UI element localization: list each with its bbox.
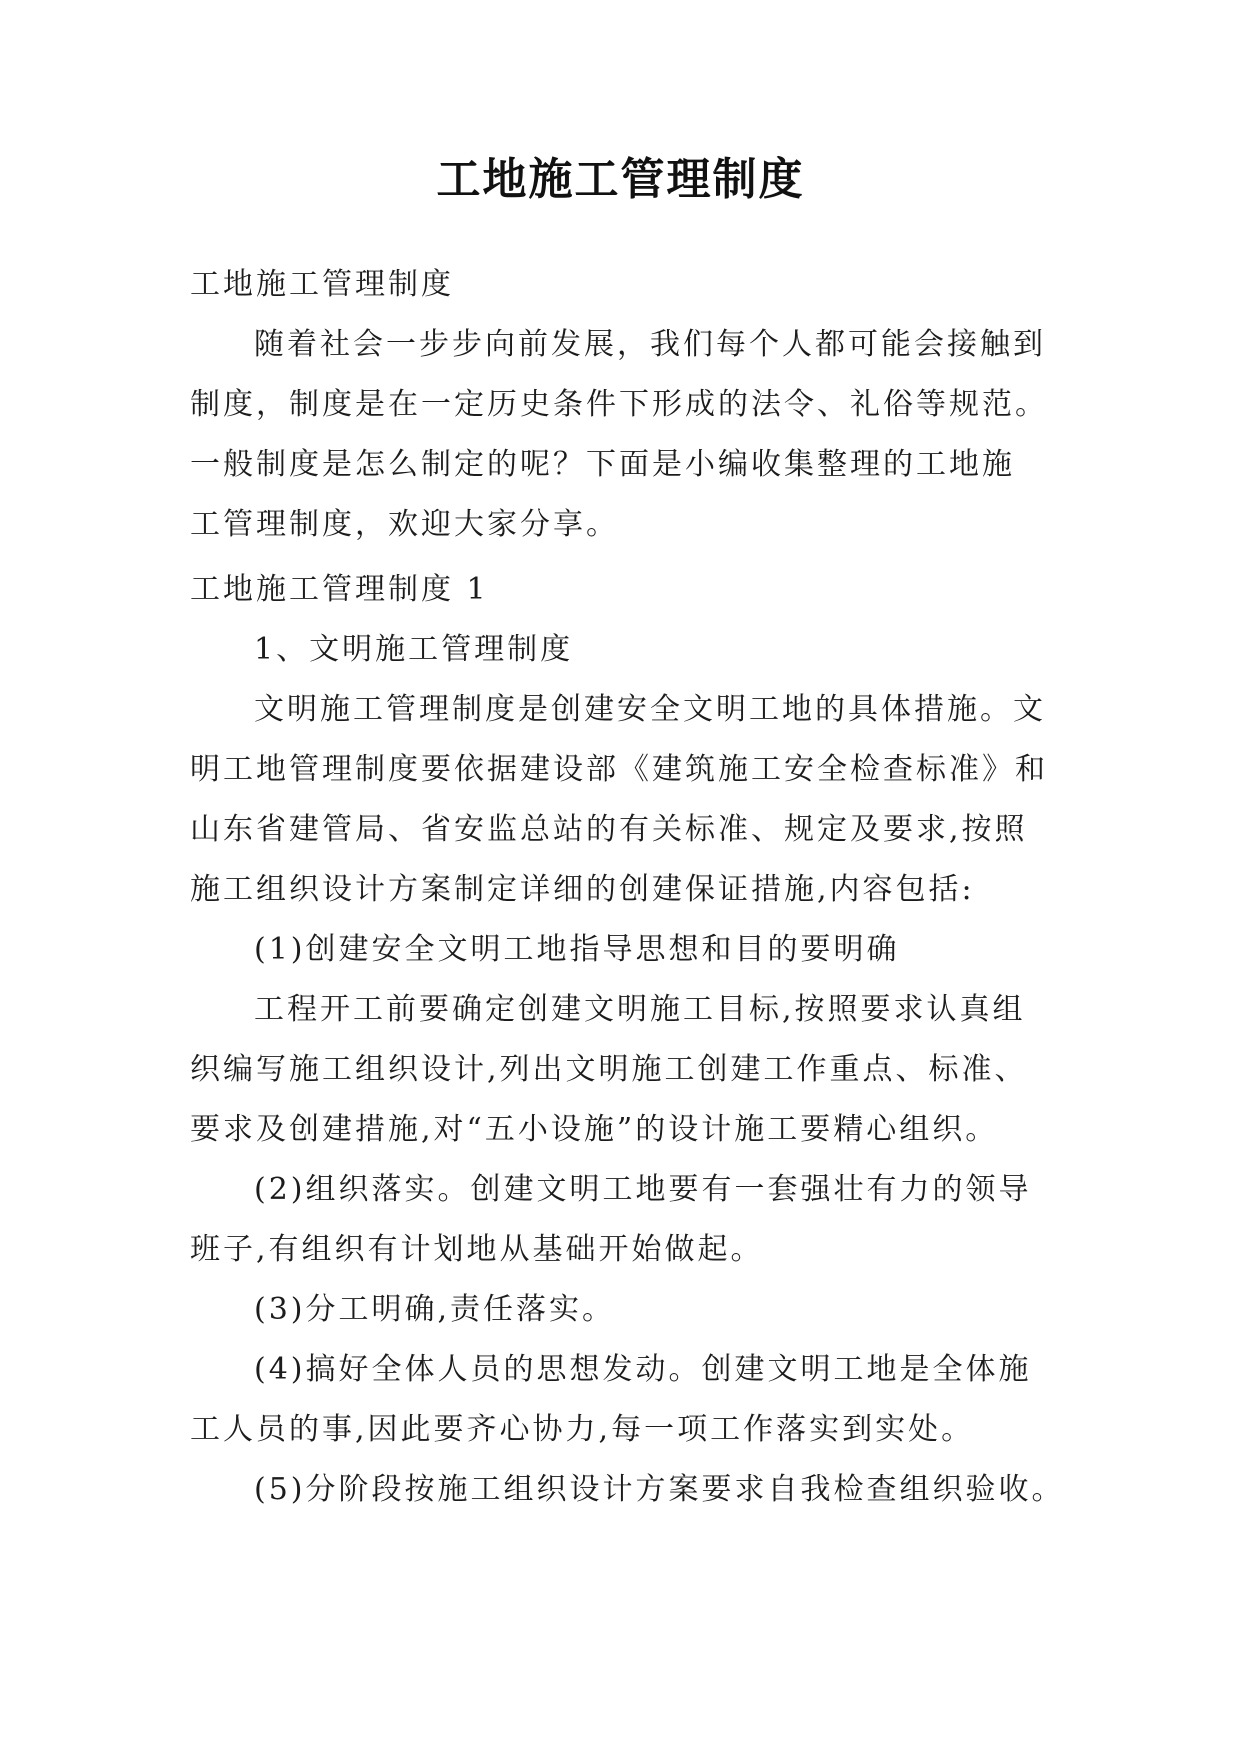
paragraph-line: 织编写施工组织设计,列出文明施工创建工作重点、标准、 bbox=[190, 1052, 1028, 1087]
paragraph-line: 1、文明施工管理制度 bbox=[254, 632, 574, 667]
document-subtitle: 工地施工管理制度 bbox=[190, 267, 454, 302]
paragraph-line: (2)组织落实。创建文明工地要有一套强壮有力的领导 bbox=[254, 1172, 1032, 1207]
intro-section bbox=[190, 255, 1050, 555]
section-heading: 工地施工管理制度 1 bbox=[190, 572, 489, 607]
paragraph-line: 要求及创建措施,对“五小设施”的设计施工要精心组织。 bbox=[190, 1112, 999, 1147]
intro-line: 工管理制度，欢迎大家分享。 bbox=[190, 507, 619, 542]
paragraph-line: (1)创建安全文明工地指导思想和目的要明确 bbox=[254, 932, 900, 967]
paragraph-line: 班子,有组织有计划地从基础开始做起。 bbox=[190, 1232, 764, 1267]
paragraph-line: 工人员的事,因此要齐心协力,每一项工作落实到实处。 bbox=[190, 1412, 975, 1447]
paragraph-line: (4)搞好全体人员的思想发动。创建文明工地是全体施 bbox=[254, 1352, 1032, 1387]
intro-line: 制度，制度是在一定历史条件下形成的法令、礼俗等规范。 bbox=[190, 387, 1048, 422]
paragraph-line: 工程开工前要确定创建文明施工目标,按照要求认真组 bbox=[254, 992, 1026, 1027]
paragraph-line: (5)分阶段按施工组织设计方案要求自我检查组织验收。 bbox=[254, 1472, 1065, 1507]
intro-line: 随着社会一步步向前发展，我们每个人都可能会接触到 bbox=[254, 327, 1046, 362]
paragraph-line: 山东省建管局、省安监总站的有关标准、规定及要求,按照 bbox=[190, 812, 1028, 847]
paragraph-line: 施工组织设计方案制定详细的创建保证措施,内容包括: bbox=[190, 872, 975, 907]
section-1 bbox=[190, 560, 1065, 1520]
document-title: 工地施工管理制度 bbox=[436, 154, 805, 205]
paragraph-line: 明工地管理制度要依据建设部《建筑施工安全检查标准》和 bbox=[190, 752, 1048, 787]
paragraph-line: 文明施工管理制度是创建安全文明工地的具体措施。文 bbox=[254, 692, 1046, 727]
intro-line: 一般制度是怎么制定的呢？下面是小编收集整理的工地施 bbox=[190, 447, 1015, 482]
paragraph-line: (3)分工明确,责任落实。 bbox=[254, 1292, 616, 1327]
